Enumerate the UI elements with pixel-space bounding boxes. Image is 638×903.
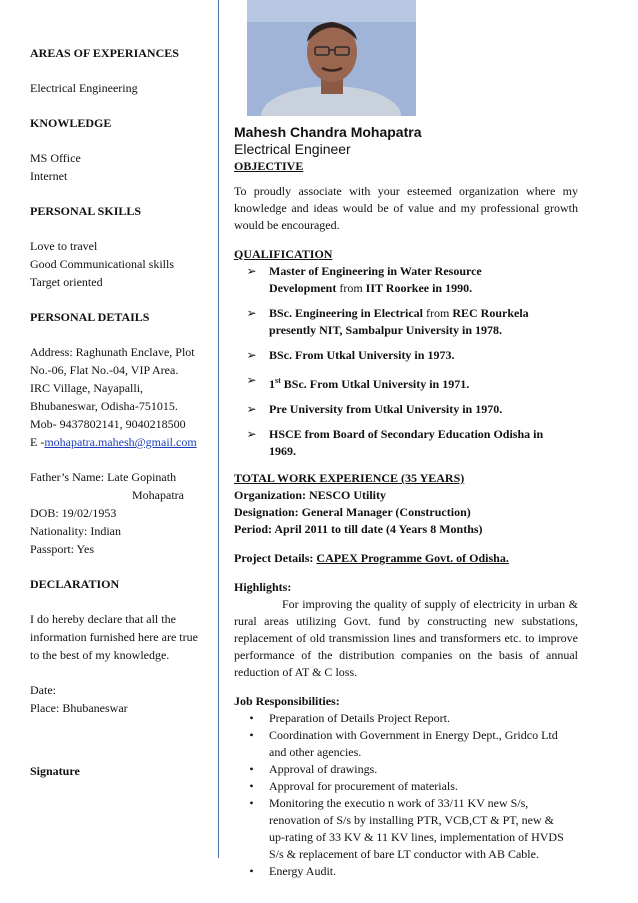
job-item: • Preparation of Details Project Report.: [234, 710, 578, 727]
father-name-cont: Mohapatra: [132, 488, 184, 502]
job-item: • Coordination with Government in Energy Dept., Gridco Ltd and other agencies.: [234, 727, 578, 761]
skill-item: Good Communicational skills: [30, 257, 174, 271]
passport: Passport: Yes: [30, 542, 95, 556]
job-item: • Approval for procurement of materials.: [234, 778, 578, 795]
experience-heading: TOTAL WORK EXPERIENCE (35 YEARS): [234, 471, 465, 485]
email-link[interactable]: mohapatra.mahesh@gmail.com: [44, 435, 197, 449]
highlights-heading: Highlights:: [234, 580, 292, 594]
job-item: • Energy Audit.: [234, 863, 578, 880]
qualification-item: ➢ Master of Engineering in Water Resource Development from IIT Roorkee in 1990.: [234, 263, 578, 297]
project-details: Project Details: CAPEX Programme Govt. of Odisha.: [234, 551, 509, 565]
date-label: Date:: [30, 683, 56, 697]
arrow-bullet-icon: ➢: [246, 348, 257, 362]
knowledge-item: MS Office: [30, 151, 81, 165]
email-prefix: E -: [30, 435, 45, 449]
arrow-bullet-icon: ➢: [246, 427, 257, 441]
highlights-text: For improving the quality of supply of electricity in urban & rural areas utilizing Govt. fund by constructing new substations, replacement of old transmission lines and transformers etc. to improve performance of the distribution companies on the basis of annual reduction of AT & C loss.: [234, 597, 578, 679]
personal-details-heading: PERSONAL DETAILS: [30, 310, 150, 324]
bullet-icon: •: [249, 711, 254, 725]
nationality: Nationality: Indian: [30, 524, 121, 538]
knowledge-heading: KNOWLEDGE: [30, 116, 112, 130]
signature-label: Signature: [30, 764, 80, 778]
bullet-icon: •: [249, 779, 254, 793]
candidate-name: Mahesh Chandra Mohapatra: [234, 124, 422, 140]
knowledge-item: Internet: [30, 169, 68, 183]
address-line: Bhubaneswar, Odisha-751015.: [30, 399, 178, 413]
arrow-bullet-icon: ➢: [246, 264, 257, 278]
area-item: Electrical Engineering: [30, 81, 138, 95]
profile-photo: [247, 0, 416, 116]
arrow-bullet-icon: ➢: [246, 373, 257, 387]
objective-heading: OBJECTIVE: [234, 159, 304, 173]
bullet-icon: •: [249, 796, 254, 810]
left-column: [30, 38, 215, 780]
address-line: IRC Village, Nayapalli,: [30, 381, 144, 395]
bullet-icon: •: [249, 728, 254, 742]
skill-item: Love to travel: [30, 239, 98, 253]
dob: DOB: 19/02/1953: [30, 506, 117, 520]
mobile-number: Mob- 9437802141, 9040218500: [30, 417, 186, 431]
declaration-line: I do hereby declare that all the: [30, 612, 176, 626]
place: Place: Bhubaneswar: [30, 701, 128, 715]
personal-skills-heading: PERSONAL SKILLS: [30, 204, 142, 218]
objective-text: To proudly associate with your esteemed organization where my knowledge and ideas would be of value and my professional growth would be encouraged.: [234, 184, 578, 232]
address-line: No.-06, Flat No.-04, VIP Area.: [30, 363, 179, 377]
declaration-heading: DECLARATION: [30, 577, 120, 591]
qualification-item: ➢ 1st BSc. From Utkal University in 1971.: [234, 372, 578, 393]
skill-item: Target oriented: [30, 275, 103, 289]
bullet-icon: •: [249, 864, 254, 878]
arrow-bullet-icon: ➢: [246, 402, 257, 416]
job-heading: Job Responsibilities:: [234, 694, 340, 708]
qualification-item: ➢ BSc. Engineering in Electrical from REC Rourkela presently NIT, Sambalpur University in 1978.: [234, 305, 578, 339]
job-item: • Monitoring the executio n work of 33/11 KV new S/s, renovation of S/s by installing PTR, VCB,CT & PT, new & up-rating of 33 KV & 11 KV lines, implementation of HVDS S/s & replacement of bare LT conductor with AB Cable.: [234, 795, 578, 863]
qualification-item: ➢ BSc. From Utkal University in 1973.: [234, 347, 578, 364]
declaration-line: to the best of my knowledge.: [30, 648, 170, 662]
candidate-designation: Electrical Engineer: [234, 141, 351, 157]
declaration-line: information furnished here are true: [30, 630, 198, 644]
period: Period: April 2011 to till date (4 Years 8 Months): [234, 522, 483, 536]
father-name-line: Father’s Name: Late Gopinath: [30, 470, 177, 484]
qualification-item: ➢ HSCE from Board of Secondary Education Odisha in 1969.: [234, 426, 578, 460]
address-line: Address: Raghunath Enclave, Plot: [30, 345, 195, 359]
designation-line: Designation: General Manager (Construction): [234, 505, 471, 519]
qualification-item: ➢ Pre University from Utkal University in 1970.: [234, 401, 578, 418]
bullet-icon: •: [249, 762, 254, 776]
organization: Organization: NESCO Utility: [234, 488, 386, 502]
qualification-heading: QUALIFICATION: [234, 247, 333, 261]
arrow-bullet-icon: ➢: [246, 306, 257, 320]
job-item: • Approval of drawings.: [234, 761, 578, 778]
column-divider: [218, 0, 219, 858]
areas-heading: AREAS OF EXPERIANCES: [30, 46, 179, 60]
email-line: [30, 433, 215, 451]
